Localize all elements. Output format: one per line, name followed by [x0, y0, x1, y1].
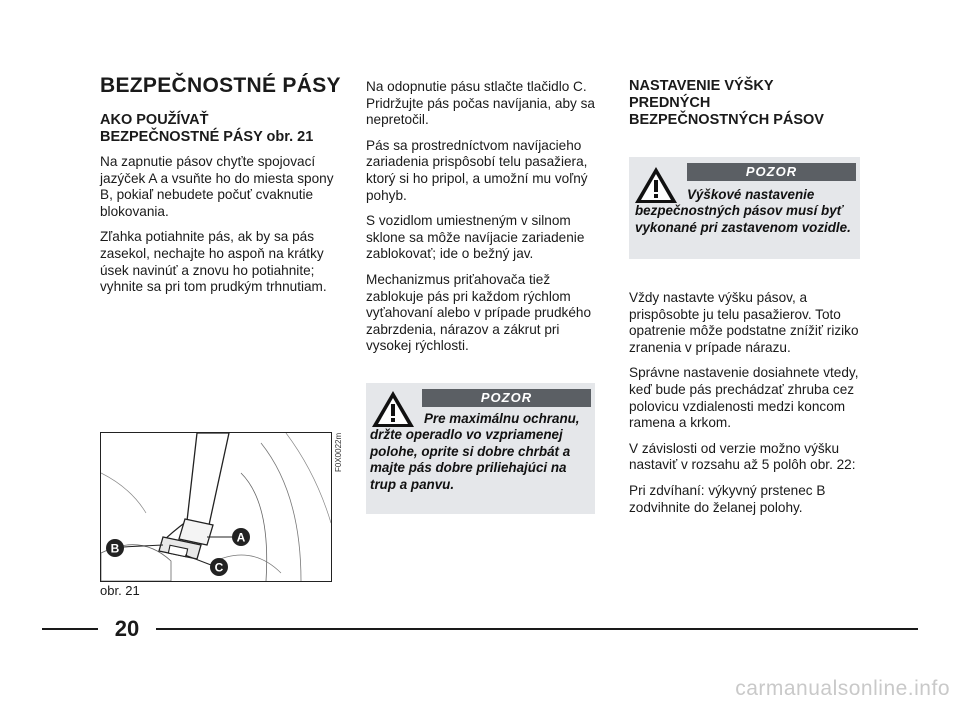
section-title: BEZPEČNOSTNÉ PÁSY [100, 74, 341, 97]
paragraph: Pri zdvíhaní: výkyvný prstenec B zodvihnite do želanej polohy. [629, 482, 826, 515]
subsection-title [100, 112, 340, 146]
watermark: carmanualsonline.info [735, 677, 950, 700]
subsection-title [629, 78, 864, 129]
seatbelt-drawing [101, 433, 331, 581]
subsection-title-line1: AKO POUŽÍVAŤ [100, 112, 209, 128]
column-right [629, 78, 864, 129]
heading-line2: PREDNÝCH [629, 95, 711, 111]
column-right-body [629, 290, 864, 525]
footer-rule-right [156, 628, 918, 630]
figure-code: F0X0022m [334, 432, 343, 472]
warning-text: Pre maximálnu ochranu, držte operadlo vo vzpriamenej polohe, oprite si dobre chrbát a majte pás dobre priliehajúci na trup a panvu. [370, 411, 580, 492]
callout-b-label: B [110, 541, 120, 556]
paragraph: Správne nastavenie dosiahnete vtedy, keď bude pás prechádzať zhruba cez polovicu vzdialenosti medzi koncom ramena a krkom. [629, 365, 859, 431]
heading-line1: NASTAVENIE VÝŠKY [629, 78, 774, 94]
callout-c-label: C [214, 560, 224, 575]
paragraph: S vozidlom umiestneným v silnom sklone sa môže navíjacie zariadenie zablokovať; ide o bežný jav. [366, 213, 585, 262]
warning-title: POZOR [687, 163, 856, 181]
figure-reference: obr. 21 [266, 129, 314, 145]
column-middle [366, 79, 596, 364]
seatbelt-illustration [100, 432, 332, 582]
callout-a-label: A [236, 530, 246, 545]
heading-line3: BEZPEČNOSTNÝCH PÁSOV [629, 112, 824, 128]
subsection-title-line2: BEZPEČNOSTNÉ PÁSY [100, 129, 263, 145]
warning-box [366, 383, 595, 514]
paragraph: Pás sa prostredníctvom navíjacieho zariadenia prispôsobí telu pasažiera, ktorý si ho pripol, a umožní mu voľný pohyb. [366, 137, 588, 203]
warning-text: Výškové nastavenie bezpečnostných pásov musí byť vykonané pri zastavenom vozidle. [635, 187, 851, 235]
footer-rule-left [42, 628, 98, 630]
paragraph: Zľahka potiahnite pás, ak by sa pás zasekol, nechajte ho aspoň na krátky úsek navinúť a znovu ho potiahnite; vyhnite sa pri tom prudkým trhnutiam. [100, 229, 327, 295]
paragraph: Vždy nastavte výšku pásov, a prispôsobte ju telu pasažierov. Toto opatrenie môže podstatne znížiť riziko zranenia v prípade nárazu. [629, 290, 859, 355]
paragraph: Na zapnutie pásov chyťte spojovací jazýček A a vsuňte ho do miesta spony B, pokiaľ nebudete počuť cvaknutie blokovania. [100, 154, 334, 219]
warning-title: POZOR [422, 389, 591, 407]
warning-box [629, 157, 860, 259]
paragraph: Na odopnutie pásu stlačte tlačidlo C. Pridržujte pás počas navíjania, aby sa nepretočil. [366, 79, 595, 128]
column-left [100, 112, 340, 305]
paragraph: Mechanizmus priťahovača tiež zablokuje pás pri každom rýchlom vyťahovaní alebo v prípade prudkého zabrzdenia, nárazov a zákrut pri vysokej rýchlosti. [366, 271, 592, 354]
page-number: 20 [114, 616, 140, 641]
paragraph: V závislosti od verzie možno výšku nastaviť v rozsahu až 5 polôh obr. 22: [629, 440, 856, 473]
figure-caption: obr. 21 [100, 583, 140, 598]
